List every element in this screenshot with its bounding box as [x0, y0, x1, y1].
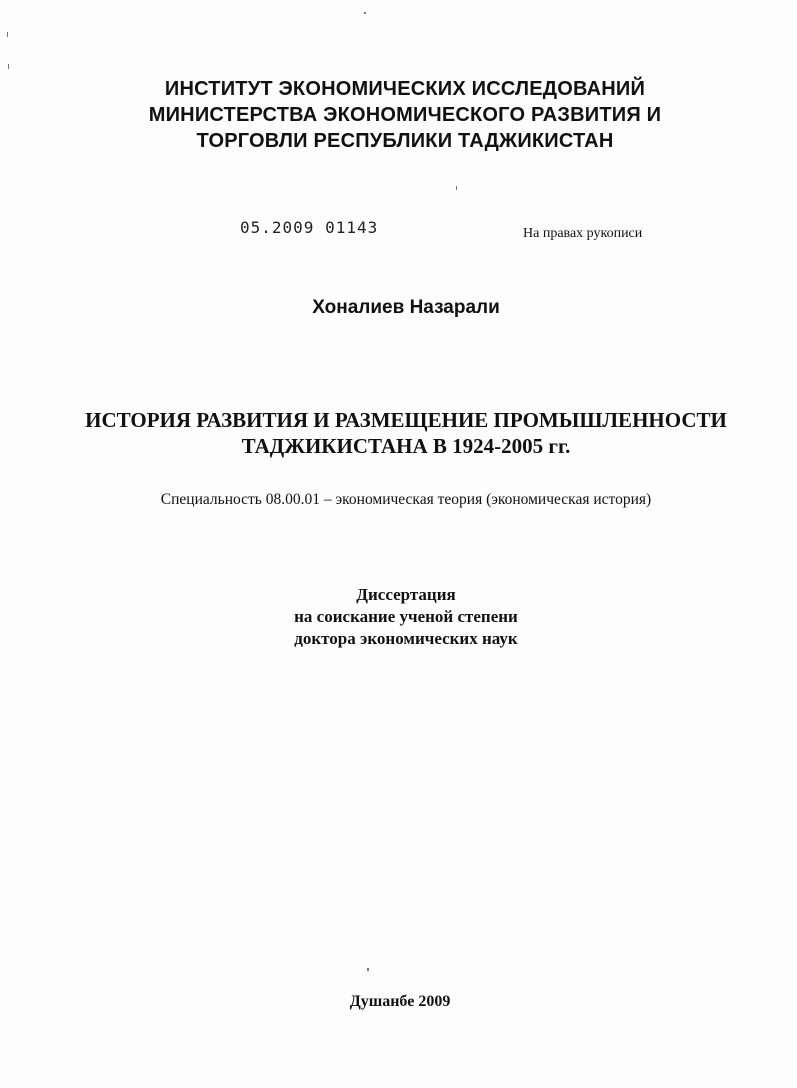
institute-line-3: ТОРГОВЛИ РЕСПУБЛИКИ ТАДЖИКИСТАН	[196, 130, 614, 152]
institute-line-2: МИНИСТЕРСТВА ЭКОНОМИЧЕСКОГО РАЗВИТИЯ И	[148, 104, 662, 126]
specialty-line: Специальность 08.00.01 – экономическая теория (экономическая история)	[160, 491, 652, 508]
scan-speck	[364, 12, 366, 14]
dissertation-title	[0, 407, 797, 459]
institute-heading	[60, 76, 750, 154]
manuscript-rights-note: На правах рукописи	[523, 226, 643, 241]
city-year: Душанбе 2009	[349, 993, 451, 1010]
degree-line-1: Диссертация	[356, 585, 456, 604]
scan-speck	[367, 968, 369, 971]
degree-line-2: на соискание ученой степени	[294, 607, 518, 626]
degree-line-3: доктора экономических наук	[294, 629, 518, 648]
title-line-2: ТАДЖИКИСТАНА В 1924-2005 гг.	[241, 434, 571, 458]
title-line-1: ИСТОРИЯ РАЗВИТИЯ И РАЗМЕЩЕНИЕ ПРОМЫШЛЕННОСТИ	[85, 408, 727, 432]
institute-line-1: ИНСТИТУТ ЭКОНОМИЧЕСКИХ ИССЛЕДОВАНИЙ	[164, 78, 646, 100]
degree-statement	[0, 584, 797, 650]
scan-speck	[7, 32, 8, 37]
author-name: Хоналиев Назарали	[312, 297, 500, 318]
scan-speck	[456, 186, 457, 190]
registration-stamp-number: 05.2009 01143	[240, 218, 379, 237]
scan-speck	[8, 64, 9, 69]
